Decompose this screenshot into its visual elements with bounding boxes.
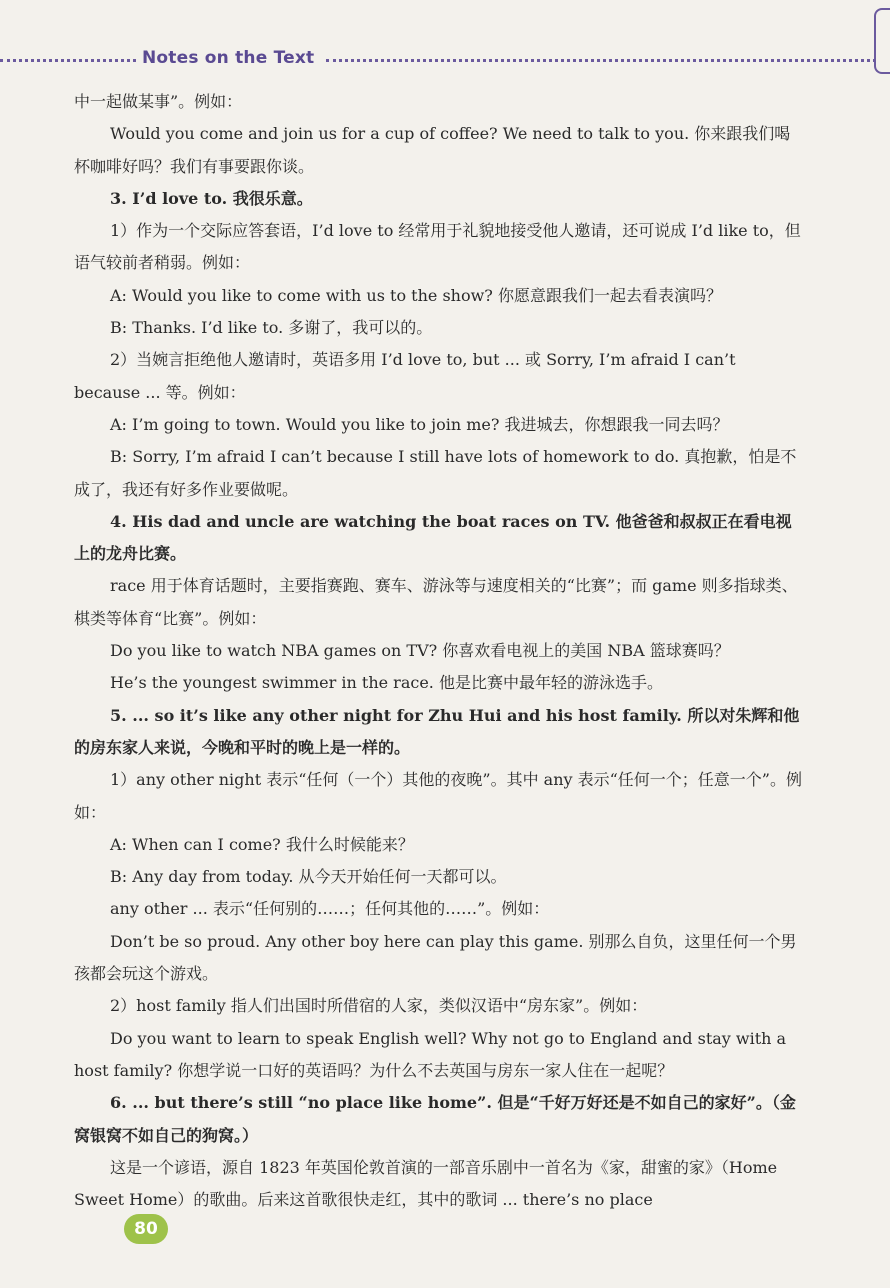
dotted-rule-left <box>0 59 136 62</box>
section-title: Notes on the Text <box>142 48 315 68</box>
paragraph: B: Thanks. I’d like to. 多谢了，我可以的。 <box>110 318 433 338</box>
page-corner-decoration <box>874 8 890 74</box>
page-number: 80 <box>124 1214 168 1244</box>
paragraph: 中一起做某事”。例如： <box>74 92 243 111</box>
paragraph: 2）当婉言拒绝他人邀请时，英语多用 I’d love to, but ... 或 Sorry, I’m afraid I can’t because ... 等。例如： <box>74 350 736 402</box>
paragraph: race 用于体育话题时，主要指赛跑、赛车、游泳等与速度相关的“比赛”；而 game 则多指球类、棋类等体育“比赛”。例如： <box>74 576 798 628</box>
section-header <box>0 48 890 72</box>
paragraph: B: Sorry, I’m afraid I can’t because I still have lots of homework to do. 真抱歉，怕是不成了，我还有好多作业要做呢。 <box>74 447 797 499</box>
paragraph: 这是一个谚语，源自 1823 年英国伦敦首演的一部音乐剧中一首名为《家，甜蜜的家》（Home Sweet Home）的歌曲。后来这首歌很快走红，其中的歌词 ... there’s no place <box>74 1157 778 1210</box>
paragraph: 1）any other night 表示“任何（一个）其他的夜晚”。其中 any 表示“任何一个；任意一个”。例如： <box>74 770 802 822</box>
paragraph: Would you come and join us for a cup of coffee? We need to talk to you. 你来跟我们喝杯咖啡好吗？我们有事要跟你谈。 <box>74 124 791 176</box>
note-heading: 3. I’d love to. 我很乐意。 <box>110 188 313 208</box>
paragraph: any other ... 表示“任何别的……；任何其他的……”。例如： <box>110 899 550 919</box>
paragraph: He’s the youngest swimmer in the race. 他是比赛中最年轻的游泳选手。 <box>110 673 663 693</box>
paragraph: A: I’m going to town. Would you like to join me? 我进城去，你想跟我一同去吗？ <box>110 414 729 434</box>
paragraph: B: Any day from today. 从今天开始任何一天都可以。 <box>110 867 507 887</box>
note-heading: 6. ... but there’s still “no place like home”. 但是“千好万好还是不如自己的家好”。（金窝银窝不如自己的狗窝。） <box>74 1093 796 1145</box>
paragraph: Do you like to watch NBA games on TV? 你喜欢看电视上的美国 NBA 篮球赛吗？ <box>110 641 730 661</box>
paragraph: Do you want to learn to speak English well? Why not go to England and stay with a host family? 你想学说一口好的英语吗？为什么不去英国与房东一家人住在一起呢？ <box>74 1028 787 1080</box>
paragraph: Don’t be so proud. Any other boy here can play this game. 别那么自负，这里任何一个男孩都会玩这个游戏。 <box>74 931 797 984</box>
dotted-rule-right <box>326 59 876 62</box>
note-heading: 5. ... so it’s like any other night for Zhu Hui and his host family. 所以对朱辉和他的房东家人来说，今晚和平时的晚上是一样的。 <box>74 705 800 757</box>
paragraph: A: Would you like to come with us to the show? 你愿意跟我们一起去看表演吗？ <box>110 285 722 305</box>
text-body <box>74 86 804 1216</box>
paragraph: 1）作为一个交际应答套语，I’d love to 经常用于礼貌地接受他人邀请，还可说成 I’d like to，但语气较前者稍弱。例如： <box>74 221 801 273</box>
paragraph: 2）host family 指人们出国时所借宿的人家，类似汉语中“房东家”。例如： <box>110 996 648 1016</box>
paragraph: A: When can I come? 我什么时候能来？ <box>110 834 414 854</box>
note-heading: 4. His dad and uncle are watching the boat races on TV. 他爸爸和叔叔正在看电视上的龙舟比赛。 <box>74 511 792 564</box>
